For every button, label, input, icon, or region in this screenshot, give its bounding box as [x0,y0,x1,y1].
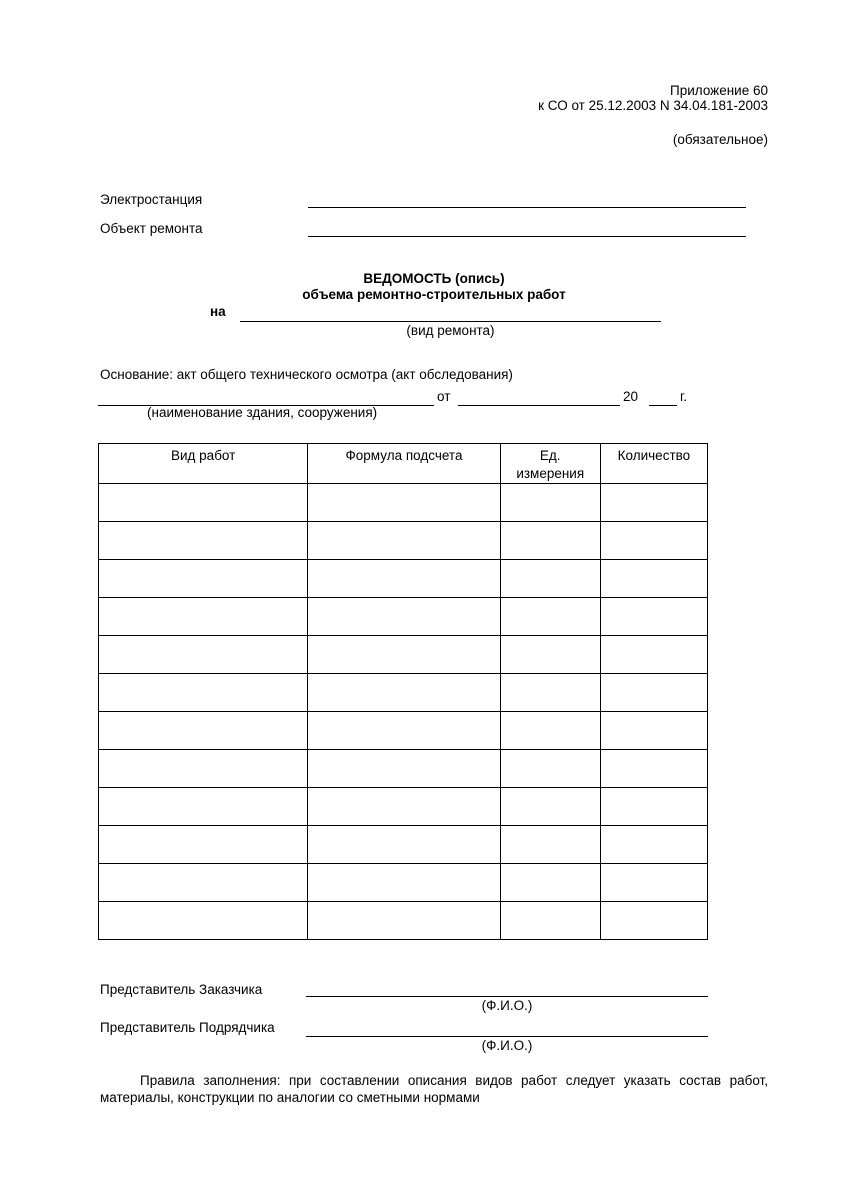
cell-formula[interactable] [308,826,500,864]
cell-quantity[interactable] [600,826,707,864]
repair-type-caption: (вид ремонта) [406,323,495,338]
customer-rep-caption: (Ф.И.О.) [481,998,533,1013]
appendix-status: (обязательное) [672,132,768,147]
cell-formula[interactable] [308,674,500,712]
cell-work-type[interactable] [99,560,308,598]
repair-object-field[interactable] [308,236,746,237]
contractor-rep-field[interactable] [306,1036,708,1037]
basis-text: Основание: акт общего технического осмотра (акт обследования) [100,367,513,382]
table-row [99,712,708,750]
cell-unit[interactable] [500,826,600,864]
col-header-unit [500,444,600,484]
na-label: на [210,304,226,319]
table-row [99,750,708,788]
customer-rep-label: Представитель Заказчика [100,982,263,997]
cell-work-type[interactable] [99,712,308,750]
from-label: от [437,389,451,404]
table-row [99,902,708,940]
power-station-label: Электростанция [100,192,203,207]
cell-quantity[interactable] [600,750,707,788]
table-row [99,484,708,522]
cell-unit[interactable] [500,864,600,902]
document-title: ВЕДОМОСТЬ (опись) [363,271,505,286]
cell-quantity[interactable] [600,598,707,636]
cell-formula[interactable] [308,484,500,522]
appendix-reference: к СО от 25.12.2003 N 34.04.181-2003 [538,98,768,113]
cell-formula[interactable] [308,750,500,788]
table-row [99,560,708,598]
year-field[interactable] [649,405,677,406]
cell-unit[interactable] [500,598,600,636]
cell-formula[interactable] [308,712,500,750]
document-subtitle: объема ремонтно-строительных работ [302,287,566,302]
cell-unit[interactable] [500,674,600,712]
cell-work-type[interactable] [99,788,308,826]
table-row [99,788,708,826]
customer-rep-field[interactable] [306,996,708,997]
cell-unit[interactable] [500,522,600,560]
cell-quantity[interactable] [600,712,707,750]
contractor-rep-label: Представитель Подрядчика [100,1020,275,1035]
cell-work-type[interactable] [99,636,308,674]
cell-formula[interactable] [308,636,500,674]
date-field[interactable] [458,405,620,406]
cell-work-type[interactable] [99,598,308,636]
cell-formula[interactable] [308,560,500,598]
table-header-row [99,444,708,484]
col-header-quantity: Количество [600,444,707,484]
repair-object-label: Объект ремонта [100,221,203,236]
filling-rules-text: Правила заполнения: при составлении описания видов работ следует указать состав работ, материалы, конструкции по аналогии со сметными нормами [100,1073,768,1105]
table-row [99,864,708,902]
appendix-number: Приложение 60 [670,83,768,98]
cell-formula[interactable] [308,788,500,826]
cell-unit[interactable] [500,750,600,788]
filling-rules [100,1072,768,1106]
power-station-field[interactable] [308,207,746,208]
cell-quantity[interactable] [600,560,707,598]
cell-quantity[interactable] [600,902,707,940]
cell-formula[interactable] [308,864,500,902]
table-row [99,636,708,674]
cell-work-type[interactable] [99,522,308,560]
cell-formula[interactable] [308,598,500,636]
cell-quantity[interactable] [600,636,707,674]
cell-work-type[interactable] [99,826,308,864]
cell-quantity[interactable] [600,484,707,522]
works-table [98,443,708,940]
col-header-formula: Формула подсчета [308,444,500,484]
table-row [99,826,708,864]
cell-quantity[interactable] [600,674,707,712]
cell-unit[interactable] [500,560,600,598]
cell-quantity[interactable] [600,522,707,560]
cell-quantity[interactable] [600,788,707,826]
cell-work-type[interactable] [99,674,308,712]
cell-unit[interactable] [500,484,600,522]
year-prefix: 20 [623,389,639,404]
table-row [99,522,708,560]
contractor-rep-caption: (Ф.И.О.) [481,1038,533,1053]
cell-quantity[interactable] [600,864,707,902]
cell-unit[interactable] [500,636,600,674]
col-header-work-type: Вид работ [99,444,308,484]
cell-formula[interactable] [308,522,500,560]
table-body [99,484,708,940]
building-name-caption: (наименование здания, сооружения) [147,405,378,420]
col-header-unit-text: Ед. измерения [516,448,585,481]
repair-type-field[interactable] [240,321,661,322]
cell-unit[interactable] [500,712,600,750]
cell-work-type[interactable] [99,484,308,522]
table-row [99,598,708,636]
cell-unit[interactable] [500,788,600,826]
cell-formula[interactable] [308,902,500,940]
year-suffix: г. [680,389,688,404]
cell-unit[interactable] [500,902,600,940]
cell-work-type[interactable] [99,750,308,788]
cell-work-type[interactable] [99,864,308,902]
table-row [99,674,708,712]
cell-work-type[interactable] [99,902,308,940]
